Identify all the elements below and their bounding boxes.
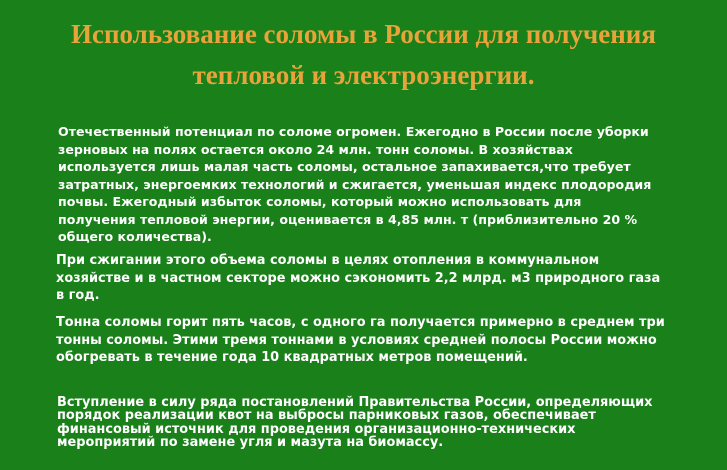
paragraph-line: общего количества). <box>58 229 212 244</box>
paragraph-line: мероприятий по замене угля и мазута на биомассу. <box>57 434 444 450</box>
paragraph-line: зерновых на полях остается около 24 млн. тонн соломы. В хозяйствах <box>58 141 573 157</box>
paragraph-line: При сжигании этого объема соломы в целях отопления в коммунальном <box>56 253 600 268</box>
paragraph-line: тонны соломы. Этими тремя тоннами в условиях средней полосы России можно <box>56 332 657 348</box>
paragraph-burning-time <box>56 314 665 367</box>
paragraph-gas-savings <box>56 252 660 305</box>
paragraph-line: получения тепловой энергии, оценивается в 4,85 млн. т (приблизительно 20 % <box>58 211 638 227</box>
slide-title-line-2: тепловой и электроэнергии. <box>192 60 535 90</box>
paragraph-straw-potential <box>58 123 651 246</box>
paragraph-line: почвы. Ежегодный избыток соломы, который можно использовать для <box>58 194 582 209</box>
slide-title-line-1: Использование соломы в России для получения <box>71 19 656 49</box>
paragraph-line: финансовый источник для проведения организационно-технических <box>57 421 576 437</box>
paragraph-line: затратных, энергоемких технологий и сжигается, уменьшая индекс плодородия <box>58 176 652 192</box>
paragraph-line: порядок реализации квот на выбросы парниковых газов, обеспечивает <box>57 408 596 424</box>
paragraph-line: Отечественный потенциал по соломе огромен. Ежегодно в России после уборки <box>58 124 649 139</box>
paragraph-line: хозяйстве и в частном секторе можно сэкономить 2,2 млрд. м3 природного газа <box>56 270 661 286</box>
paragraph-line: в год. <box>56 288 100 303</box>
paragraph-line: используется лишь малая часть соломы, остальное запахивается,что требует <box>58 159 631 174</box>
paragraph-government-quotas <box>57 396 652 449</box>
paragraph-line: Тонна соломы горит пять часов, с одного га получается примерно в среднем три <box>56 315 665 330</box>
paragraph-line: обогревать в течение года 10 квадратных метров помещений. <box>56 350 528 365</box>
paragraph-line: Вступление в силу ряда постановлений Правительства России, определяющих <box>57 395 653 410</box>
